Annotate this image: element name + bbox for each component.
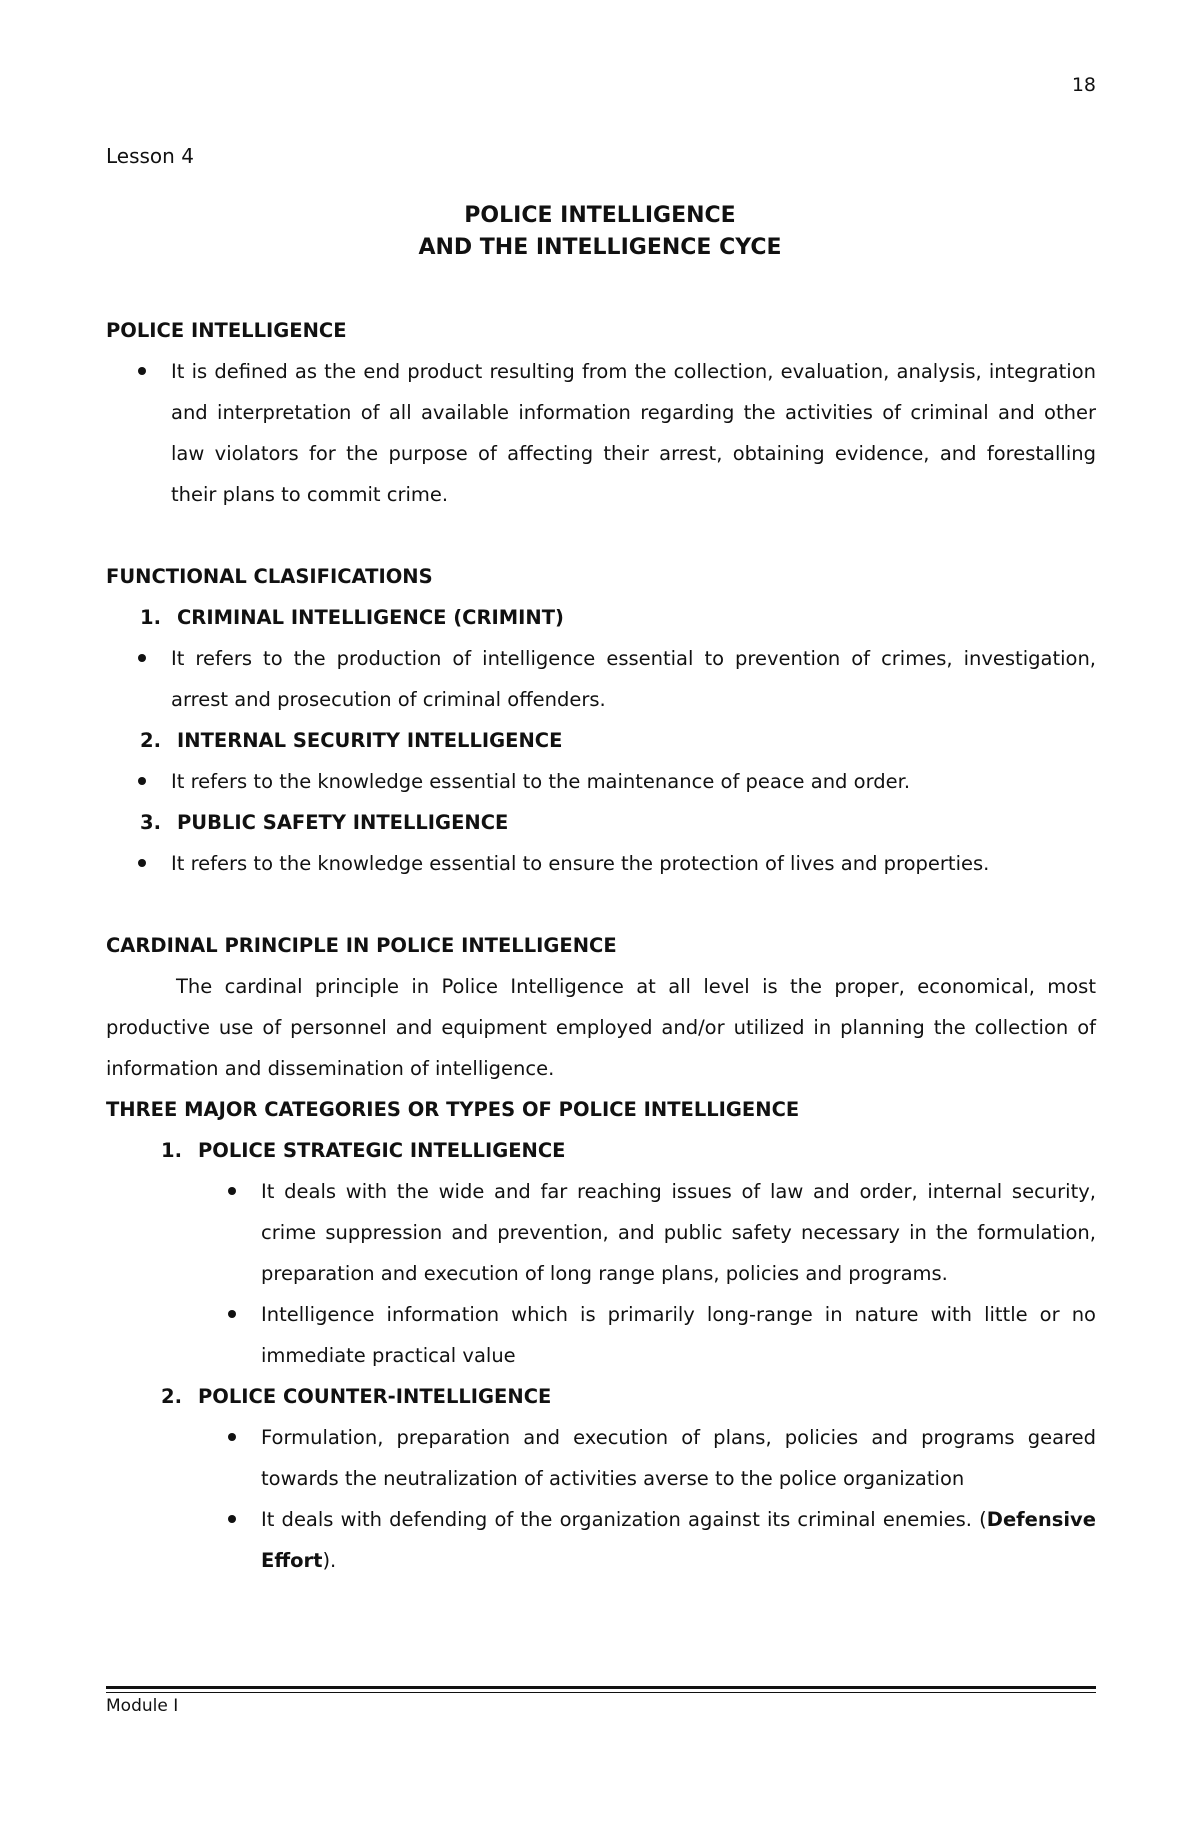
list-item <box>106 351 1096 515</box>
bullet-icon <box>228 1433 236 1441</box>
list-item-text: It is defined as the end product resulting from the collection, evaluation, analysis, integration and interpretation of all available information regarding the activities of criminal and other law violators for the purpose of affecting their arrest, obtaining evidence, and forestalling their plans to commit crime. <box>171 360 1096 506</box>
list-item-text <box>261 1499 1096 1581</box>
bullet-icon <box>138 367 146 375</box>
bullet-icon <box>138 777 146 785</box>
list-item-text: It refers to the knowledge essential to the maintenance of peace and order. <box>171 770 911 793</box>
document-body <box>106 310 1096 1581</box>
item-number: 1. <box>140 606 161 629</box>
list-item-text: Formulation, preparation and execution of plans, policies and programs geared towards the neutralization of activities averse to the police organization <box>261 1426 1096 1490</box>
page-title <box>0 200 1200 264</box>
item-title: INTERNAL SECURITY INTELLIGENCE <box>177 729 563 752</box>
list-item <box>106 1294 1096 1376</box>
bullet-icon <box>138 859 146 867</box>
list-item <box>106 761 1096 802</box>
bullet-icon <box>228 1187 236 1195</box>
page-number: 18 <box>1071 74 1096 96</box>
paragraph: The cardinal principle in Police Intelligence at all level is the proper, economical, most productive use of personnel and equipment employed and/or utilized in planning the collection of information and dissemination of intelligence. <box>106 975 1096 1080</box>
text-run: ). <box>322 1549 337 1572</box>
item-number: 3. <box>140 811 161 834</box>
list-item-text: It refers to the knowledge essential to ensure the protection of lives and properties. <box>171 852 990 875</box>
bullet-icon <box>138 654 146 662</box>
item-title: POLICE COUNTER-INTELLIGENCE <box>198 1385 552 1408</box>
section-heading-police-intelligence: POLICE INTELLIGENCE <box>106 319 347 342</box>
list-item-text: Intelligence information which is primarily long-range in nature with little or no immediate practical value <box>261 1303 1096 1367</box>
list-item <box>106 1417 1096 1499</box>
section-heading-categories: THREE MAJOR CATEGORIES OR TYPES OF POLICE INTELLIGENCE <box>106 1098 800 1121</box>
list-item-text: It deals with the wide and far reaching issues of law and order, internal security, crime suppression and prevention, and public safety necessary in the formulation, preparation and execution of long range plans, policies and programs. <box>261 1180 1096 1285</box>
footer-divider-thin <box>106 1692 1096 1693</box>
list-item <box>106 1171 1096 1294</box>
numbered-item <box>106 802 1096 843</box>
footer-label: Module I <box>106 1696 179 1716</box>
lesson-label: Lesson 4 <box>106 144 194 168</box>
section-heading-functional: FUNCTIONAL CLASIFICATIONS <box>106 565 433 588</box>
item-number: 2. <box>140 729 161 752</box>
numbered-item <box>106 1130 1096 1171</box>
title-line-1: POLICE INTELLIGENCE <box>464 203 736 228</box>
title-line-2: AND THE INTELLIGENCE CYCE <box>418 235 782 260</box>
footer-divider <box>106 1686 1096 1689</box>
text-run: It deals with defending of the organization against its criminal enemies. ( <box>261 1508 987 1531</box>
bold-text: Defensive Effort <box>261 1508 1096 1572</box>
item-number: 2. <box>161 1385 182 1408</box>
list-item <box>106 1499 1096 1581</box>
list-item <box>106 843 1096 884</box>
item-title: POLICE STRATEGIC INTELLIGENCE <box>198 1139 566 1162</box>
list-item <box>106 638 1096 720</box>
numbered-item <box>106 1376 1096 1417</box>
item-title: PUBLIC SAFETY INTELLIGENCE <box>177 811 509 834</box>
numbered-item <box>106 597 1096 638</box>
item-number: 1. <box>161 1139 182 1162</box>
bullet-icon <box>228 1310 236 1318</box>
section-heading-cardinal: CARDINAL PRINCIPLE IN POLICE INTELLIGENCE <box>106 934 617 957</box>
list-item-text: It refers to the production of intelligence essential to prevention of crimes, investigation, arrest and prosecution of criminal offenders. <box>171 647 1096 711</box>
bullet-icon <box>228 1515 236 1523</box>
item-title: CRIMINAL INTELLIGENCE (CRIMINT) <box>177 606 564 629</box>
numbered-item <box>106 720 1096 761</box>
